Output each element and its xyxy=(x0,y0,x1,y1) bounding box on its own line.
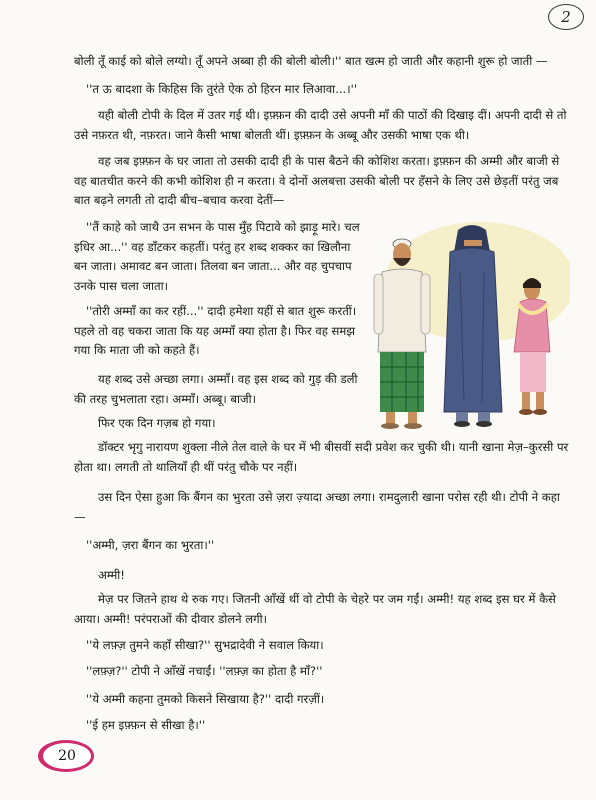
quote-2: ''तैं काहे को जाथै उन सभन के पास मुँह पिटावे को झाड़ू मारे। चल इधिर आ...'' वह डाँटकर कहतीं। परंतु हर शब्द शक्कर का खिलौना बन जाता। अमावट बन जाता। तिलवा बन जाता... और वह चुपचाप उनके पास चला जाता। xyxy=(74,220,360,293)
page-number-badge: 20 xyxy=(38,740,94,772)
paragraph-9: मेज़ पर जितने हाथ थे रुक गए। जितनी आँखें थीं वो टोपी के चेहरे पर जम गईं। अम्मी! यह शब्द इस घर में कैसे आया। अम्मी! परंपराओं की दीवार डोलने लगी। xyxy=(74,592,556,626)
quote-4: ''अम्मी, ज़रा बैंगन का भुरता।'' xyxy=(86,538,215,552)
paragraph-5: फिर एक दिन गज़ब हो गया। xyxy=(98,416,216,430)
paragraph-6: डॉक्टर भृगु नारायण शुक्ला नीले तेल वाले के घर में भी बीसवीं सदी प्रवेश कर चुकी थी। यानी खाना मेज़–कुरसी पर होता था। लगती तो थालियाँ ही थीं परंतु चौके पर नहीं। xyxy=(74,440,569,474)
quote-8: ''ई हम इफ़्फ़न से सीखा है।'' xyxy=(86,718,206,732)
handwritten-page-mark: 2 xyxy=(548,4,584,30)
paragraph-8: अम्मी! xyxy=(98,568,125,582)
quote-7: ''ये अम्मी कहना तुमको किसने सिखाया है?'' दादी गरज़ीं। xyxy=(86,692,325,706)
woman-in-burqa-figure xyxy=(444,225,502,427)
paragraph-2: यही बोली टोपी के दिल में उतर गई थी। इफ़्फ़न की दादी उसे अपनी माँ की पाठों की दिखाइ दीं। अपनी दादी से तो उसे नफ़रत थी, नफ़रत। जाने कैसी भाषा बोलती थीं। इफ़्फ़न के अब्बू और उसकी भाषा एक थी। xyxy=(74,108,567,142)
paragraph-7: उस दिन ऐसा हुआ कि बैंगन का भुरता उसे ज़रा ज़्यादा अच्छा लगा। रामदुलारी खाना परोस रही थी। टोपी ने कहा — xyxy=(74,490,560,524)
paragraph-3: वह जब इफ़्फ़न के घर जाता तो उसकी दादी ही के पास बैठने की कोशिश करता। इफ़्फ़न की अम्मी और बाजी से वह बातचीत करने की कभी कोशिश ही न करता। वे दोनों अलबत्ता उसकी बोली पर हँसने के लिए उसे छेड़तीं परंतु जब बात बढ़ने लगती तो दादी बीच–बचाव करवा देतीं— xyxy=(74,154,560,207)
quote-5: ''ये लफ़्ज़ तुमने कहाँ सीखा?'' सुभद्रादेवी ने सवाल किया। xyxy=(86,638,324,652)
quote-3: ''तोरी अम्माँ का कर रहीं...'' दादी हमेशा यहीं से बात शुरू करतीं। पहले तो वह चकरा जाता कि यह अम्माँ क्या होता है। फिर वह समझ गया कि माता जी को कहते हैं। xyxy=(74,304,357,357)
paragraph-1: बोली तूँ काई को बोले लग्यो। तूँ अपने अब्बा ही की बोली बोली।'' बात खत्म हो जाती और कहानी शुरू हो जाती — xyxy=(74,54,548,68)
quote-1: ''त ऊ बादशा के किहिस कि तुरंते ऐक ठो हिरन मार लिआवा...।'' xyxy=(86,82,358,96)
paragraph-4: यह शब्द उसे अच्छा लगा। अम्माँ। वह इस शब्द को गुड़ की डली की तरह चुभलाता रहा। अम्माँ। अब्बू। बाजी। xyxy=(74,372,358,406)
quote-6: ''लफ़्ज़?'' टोपी ने आँखें नचाईं। ''लफ़्ज़ का होता है माँ?'' xyxy=(86,664,323,678)
family-illustration xyxy=(360,212,570,432)
